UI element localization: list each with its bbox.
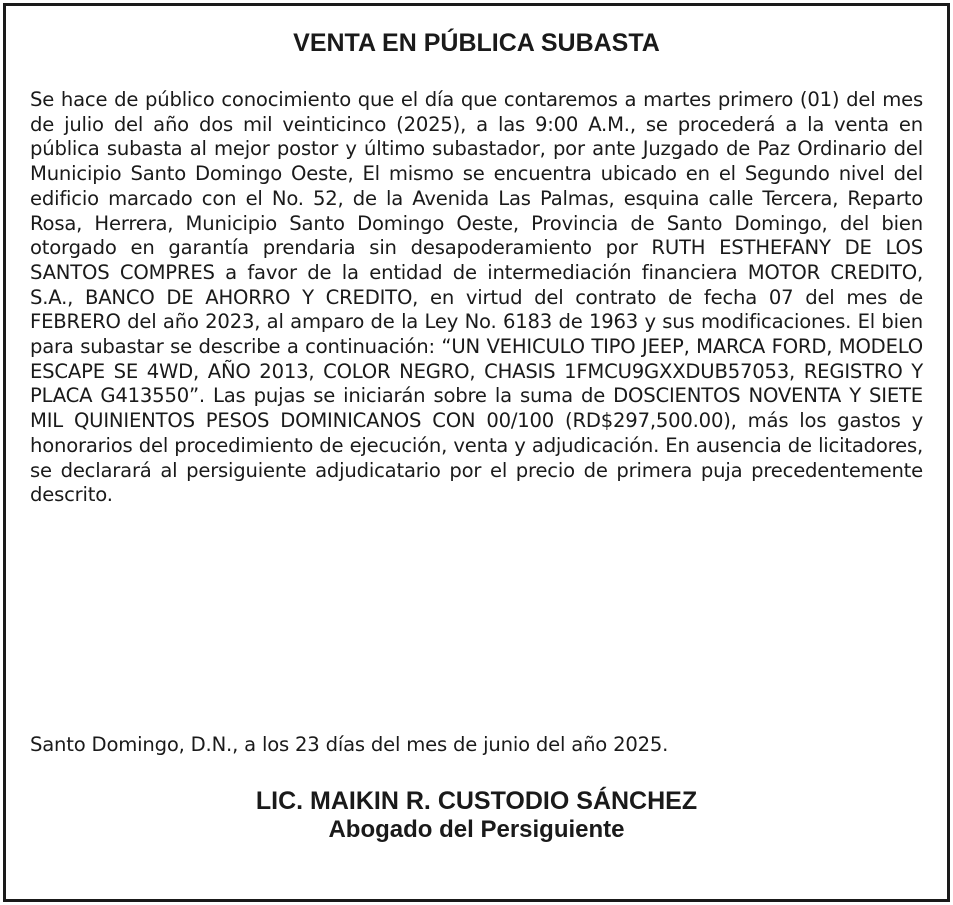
notice-title: VENTA EN PÚBLICA SUBASTA	[293, 29, 660, 57]
legal-notice-box	[3, 3, 950, 902]
signer-name: LIC. MAIKIN R. CUSTODIO SÁNCHEZ	[255, 787, 698, 815]
signer-role: Abogado del Persiguiente	[328, 816, 625, 843]
signature-block	[6, 786, 947, 844]
notice-date-line: Santo Domingo, D.N., a los 23 días del mes de junio del año 2025.	[30, 733, 669, 756]
notice-body: Se hace de público conocimiento que el día que contaremos a martes primero (01) del mes de julio del año dos mil veinticinco (2025), a las 9:00 A.M., se procederá a la venta en pública subasta al mejor postor y último subastador, por ante Juzgado de Paz Ordinario del Municipio Santo Domingo Oeste, El mismo se encuentra ubicado en el Segundo nivel del edificio marcado con el No. 52, de la Avenida Las Palmas, esquina calle Tercera, Reparto Rosa, Herrera, Municipio Santo Domingo Oeste, Provincia de Santo Domingo, del bien otorgado en garantía prendaria sin desapoderamiento por RUTH ESTHEFANY DE LOS SANTOS COMPRES a favor de la entidad de intermediación financiera MOTOR CREDITO, S.A., BANCO DE AHORRO Y CREDITO, en virtud del contrato de fecha 07 del mes de FEBRERO del año 2023, al amparo de la Ley No. 6183 de 1963 y sus modificaciones. El bien para subastar se describe a continuación: “UN VEHICULO TIPO JEEP, MARCA FORD, MODELO ESCAPE SE 4WD, AÑO 2013, COLOR NEGRO, CHASIS 1FMCU9GXXDUB57053, REGISTRO Y PLACA G413550”. Las pujas se iniciarán sobre la suma de DOSCIENTOS NOVENTA Y SIETE MIL QUINIENTOS PESOS DOMINICANOS CON 00/100 (RD$297,500.00), más los gastos y honorarios del procedimiento de ejecución, venta y adjudicación. En ausencia de licitadores, se declarará al persiguiente adjudicatario por el precio de primera puja precedentemente descrito.	[30, 88, 923, 507]
